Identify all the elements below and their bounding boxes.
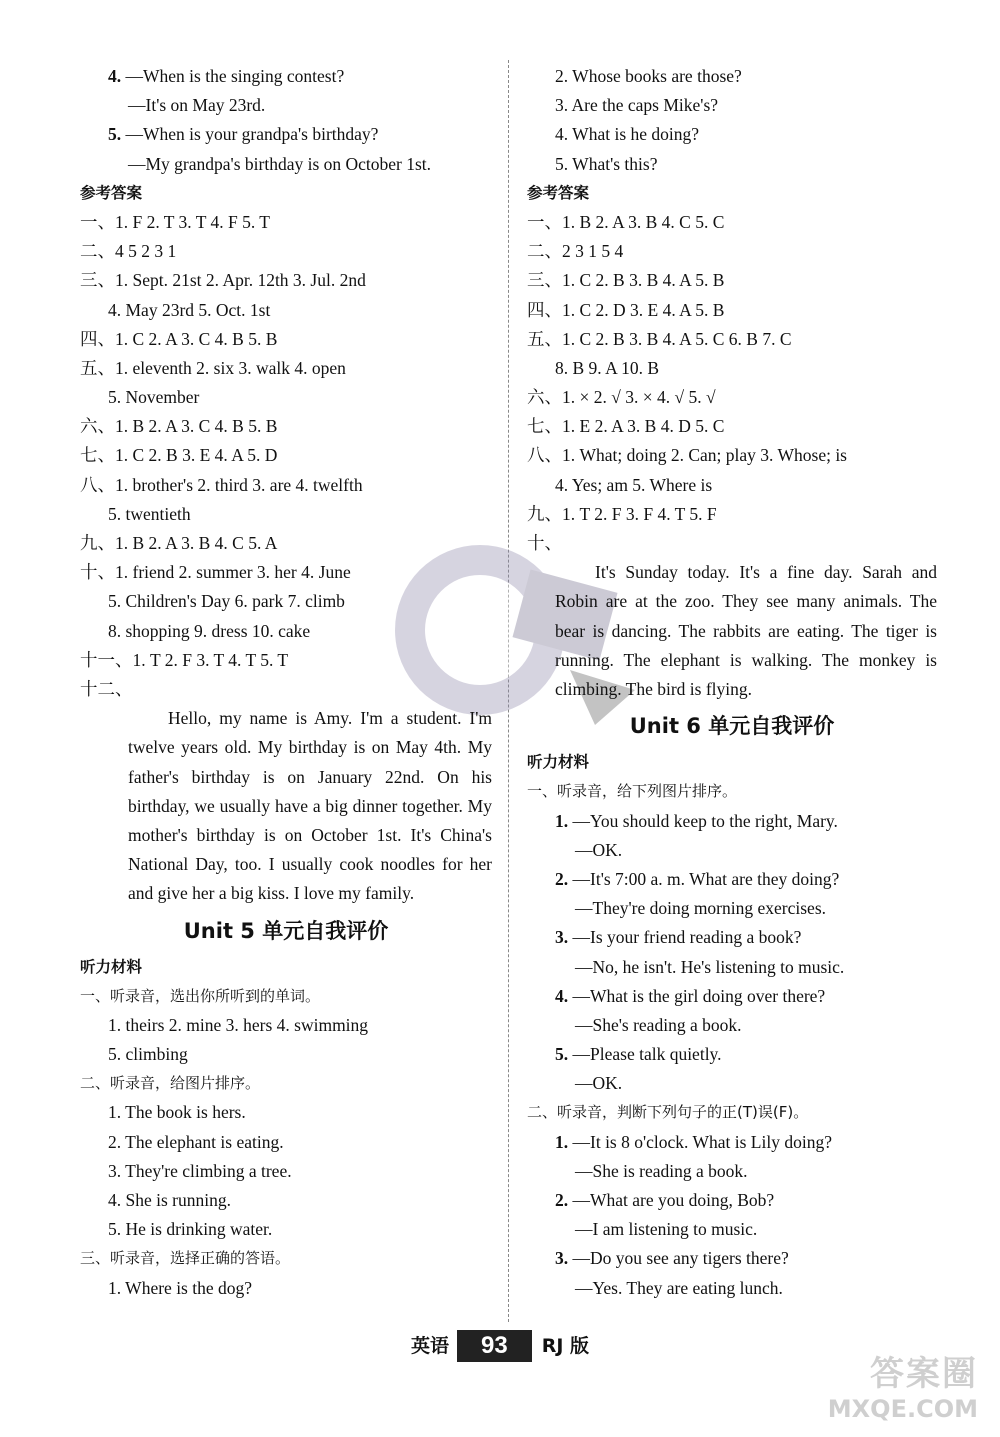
answer-line: 5. twentieth [108,503,191,524]
listening-heading: 听力材料 [527,753,590,772]
dialog-question: 2. —What are you doing, Bob? [555,1190,775,1211]
unit6-title: Unit 6 单元自我评价 [629,714,835,739]
footer-subject: 英语 [410,1335,449,1358]
watermark-logo: 答案圈 [870,1354,978,1394]
dialog-answer: —Yes. They are eating lunch. [575,1277,783,1298]
answer-line: 三、1. C 2. B 3. B 4. A 5. B [527,270,725,291]
dialog-question: 4. —When is the singing contest? [108,66,345,86]
dialog-answer: —No, he isn't. He's listening to music. [575,956,845,977]
right-column [527,62,937,1303]
answer-line: 十一、1. T 2. F 3. T 4. T 5. T [80,649,289,670]
answer-line: 六、1. × 2. √ 3. × 4. √ 5. √ [527,387,716,408]
answer-line: 二、4 5 2 3 1 [80,241,177,262]
list-item: 4. What is he doing? [555,124,700,145]
list-item: 4. She is running. [108,1190,231,1211]
dialog-question: 3. —Do you see any tigers there? [555,1248,789,1269]
watermark-url: MXQE.COM [827,1395,978,1423]
list-item: 1. The book is hers. [108,1102,246,1123]
answer-line: 二、2 3 1 5 4 [527,241,624,262]
dialog-answer: —OK. [575,1073,623,1094]
list-item: 5. He is drinking water. [108,1219,273,1240]
dialog-question: 1. —It is 8 o'clock. What is Lily doing? [555,1131,832,1152]
word-list: 5. climbing [108,1044,188,1065]
answer-line: 八、1. brother's 2. third 3. are 4. twelfth [80,474,363,495]
answer-line: 一、1. F 2. T 3. T 4. F 5. T [80,211,270,232]
answer-line: 8. B 9. A 10. B [555,357,660,378]
dialog-answer: —OK. [575,839,623,860]
answer-line: 5. Children's Day 6. park 7. climb [108,591,345,612]
section-title: 三、听录音，选择正确的答语。 [80,1249,291,1268]
list-item: 1. Where is the dog? [108,1277,253,1298]
dialog-answer: —My grandpa's birthday is on October 1st. [128,153,432,174]
answer-line: 一、1. B 2. A 3. B 4. C 5. C [527,211,725,232]
dialog-answer: —I am listening to music. [575,1219,758,1240]
answer-line: 四、1. C 2. D 3. E 4. A 5. B [527,299,725,320]
answer-line: 四、1. C 2. A 3. C 4. B 5. B [80,328,278,349]
answer-line: 九、1. T 2. F 3. F 4. T 5. F [527,503,717,524]
dialog-question: 5. —When is your grandpa's birthday? [108,124,379,145]
essay-text: Hello, my name is Amy. I'm a student. I'm twelve years old. My birthday is on May 4th. My father's birthday is on January 22nd. On his birthday, we usually have a big dinner together. My mother's birthday is on October 1st. It's China's National Day, too. I usually cook noodles for her and give her a big kiss. I love my family. [128,708,492,904]
answer-line: 七、1. E 2. A 3. B 4. D 5. C [527,416,725,437]
answers-heading: 参考答案 [80,183,143,202]
dialog-question: 4. —What is the girl doing over there? [555,985,826,1006]
list-item: 5. What's this? [555,153,658,174]
section-title: 一、听录音，选出你所听到的单词。 [80,986,321,1005]
dialog-answer: —It's on May 23rd. [128,95,266,116]
section-title: 二、听录音，判断下列句子的正(T)误(F)。 [527,1103,809,1122]
answer-line: 五、1. C 2. B 3. B 4. A 5. C 6. B 7. C [527,328,792,349]
dialog-question: 1. —You should keep to the right, Mary. [555,810,838,831]
answer-line: 十二、 [80,678,133,699]
answer-line: 三、1. Sept. 21st 2. Apr. 12th 3. Jul. 2nd [80,270,366,291]
essay-text: It's Sunday today. It's a fine day. Sarah and Robin are at the zoo. They see many animals. The bear is dancing. The rabbits are eating. The tiger is running. The elephant is walking. The monkey is climbing. The bird is flying. [555,562,937,699]
dialog-answer: —She is reading a book. [575,1160,748,1181]
answer-line: 4. Yes; am 5. Where is [555,474,713,495]
answer-line: 8. shopping 9. dress 10. cake [108,620,311,641]
unit5-title: Unit 5 单元自我评价 [183,918,389,943]
dialog-question: 3. —Is your friend reading a book? [555,927,802,948]
list-item: 3. They're climbing a tree. [108,1160,292,1181]
answer-line: 十、1. friend 2. summer 3. her 4. June [80,562,351,583]
listening-heading: 听力材料 [80,957,143,976]
watermark [828,1346,978,1423]
dialog-answer: —They're doing morning exercises. [575,898,826,919]
page-number: 93 [457,1330,532,1362]
answer-line: 十、 [527,533,562,553]
answer-line: 六、1. B 2. A 3. C 4. B 5. B [80,416,278,437]
list-item: 2. Whose books are those? [555,66,742,86]
answers-heading: 参考答案 [527,183,590,202]
left-column [80,62,492,1303]
list-item: 2. The elephant is eating. [108,1131,284,1152]
answer-line: 七、1. C 2. B 3. E 4. A 5. D [80,445,278,466]
dialog-question: 2. —It's 7:00 a. m. What are they doing? [555,868,840,889]
word-list: 1. theirs 2. mine 3. hers 4. swimming [108,1014,369,1035]
dialog-answer: —She's reading a book. [575,1014,742,1035]
list-item: 3. Are the caps Mike's? [555,95,719,116]
answer-line: 5. November [108,387,200,408]
answer-line: 八、1. What; doing 2. Can; play 3. Whose; is [527,445,847,466]
answer-line: 九、1. B 2. A 3. B 4. C 5. A [80,533,278,553]
section-title: 二、听录音，给图片排序。 [80,1074,261,1093]
footer-version: RJ 版 [541,1335,590,1358]
answer-line: 五、1. eleventh 2. six 3. walk 4. open [80,357,346,378]
section-title: 一、听录音，给下列图片排序。 [527,782,738,801]
answer-line: 4. May 23rd 5. Oct. 1st [108,299,271,320]
dialog-question: 5. —Please talk quietly. [555,1044,722,1065]
